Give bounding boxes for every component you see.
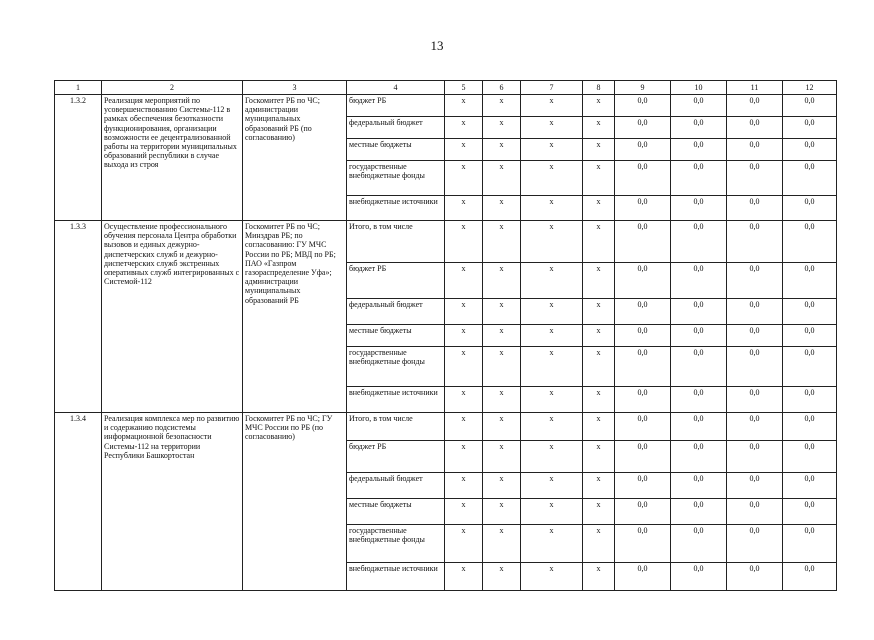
mark-cell: х	[583, 441, 615, 473]
mark-cell: х	[445, 263, 483, 299]
value-cell: 0,0	[727, 221, 783, 263]
value-cell: 0,0	[615, 325, 671, 347]
mark-cell: х	[583, 347, 615, 387]
mark-cell: х	[445, 117, 483, 139]
mark-cell: х	[521, 499, 583, 525]
header-cell: 6	[483, 81, 521, 95]
funding-source: бюджет РБ	[347, 263, 445, 299]
mark-cell: х	[521, 139, 583, 161]
value-cell: 0,0	[615, 387, 671, 413]
mark-cell: х	[445, 499, 483, 525]
item-code: 1.3.4	[55, 413, 102, 591]
header-row	[55, 81, 837, 95]
funding-source: федеральный бюджет	[347, 299, 445, 325]
funding-source: внебюджетные источники	[347, 563, 445, 591]
mark-cell: х	[483, 139, 521, 161]
value-cell: 0,0	[783, 413, 837, 441]
value-cell: 0,0	[671, 525, 727, 563]
value-cell: 0,0	[615, 299, 671, 325]
value-cell: 0,0	[671, 387, 727, 413]
value-cell: 0,0	[615, 95, 671, 117]
mark-cell: х	[521, 473, 583, 499]
mark-cell: х	[483, 263, 521, 299]
value-cell: 0,0	[783, 347, 837, 387]
item-executor: Госкомитет РБ по ЧС; ГУ МЧС России по РБ (по согласованию)	[243, 413, 347, 591]
value-cell: 0,0	[615, 161, 671, 196]
mark-cell: х	[521, 347, 583, 387]
value-cell: 0,0	[671, 413, 727, 441]
header-cell: 5	[445, 81, 483, 95]
mark-cell: х	[483, 413, 521, 441]
item-executor: Госкомитет РБ по ЧС; Минздрав РБ; по согласованию: ГУ МЧС России по РБ; МВД по РБ; ПАО «Газпром газораспределение Уфа»; администрации муниципальных образований РБ	[243, 221, 347, 413]
value-cell: 0,0	[671, 221, 727, 263]
funding-source: Итого, в том числе	[347, 221, 445, 263]
value-cell: 0,0	[615, 347, 671, 387]
value-cell: 0,0	[615, 117, 671, 139]
value-cell: 0,0	[783, 221, 837, 263]
value-cell: 0,0	[727, 563, 783, 591]
value-cell: 0,0	[615, 499, 671, 525]
mark-cell: х	[483, 95, 521, 117]
value-cell: 0,0	[783, 95, 837, 117]
mark-cell: х	[583, 387, 615, 413]
value-cell: 0,0	[727, 299, 783, 325]
value-cell: 0,0	[783, 196, 837, 221]
value-cell: 0,0	[615, 413, 671, 441]
mark-cell: х	[521, 117, 583, 139]
funding-source: местные бюджеты	[347, 325, 445, 347]
value-cell: 0,0	[615, 139, 671, 161]
value-cell: 0,0	[727, 95, 783, 117]
header-cell: 8	[583, 81, 615, 95]
value-cell: 0,0	[671, 441, 727, 473]
funding-source: внебюджетные источники	[347, 387, 445, 413]
value-cell: 0,0	[671, 196, 727, 221]
value-cell: 0,0	[671, 161, 727, 196]
value-cell: 0,0	[671, 263, 727, 299]
mark-cell: х	[483, 387, 521, 413]
page-number: 13	[430, 38, 444, 53]
value-cell: 0,0	[783, 161, 837, 196]
mark-cell: х	[521, 263, 583, 299]
mark-cell: х	[445, 196, 483, 221]
value-cell: 0,0	[727, 196, 783, 221]
mark-cell: х	[483, 299, 521, 325]
value-cell: 0,0	[727, 473, 783, 499]
value-cell: 0,0	[783, 525, 837, 563]
value-cell: 0,0	[727, 325, 783, 347]
value-cell: 0,0	[671, 347, 727, 387]
value-cell: 0,0	[671, 139, 727, 161]
value-cell: 0,0	[671, 95, 727, 117]
value-cell: 0,0	[783, 499, 837, 525]
mark-cell: х	[521, 161, 583, 196]
mark-cell: х	[483, 221, 521, 263]
mark-cell: х	[445, 563, 483, 591]
mark-cell: х	[483, 473, 521, 499]
mark-cell: х	[583, 117, 615, 139]
item-name: Реализация комплекса мер по развитию и содержанию подсистемы информационной безопасности Системы-112 на территории Республики Башкортостан	[102, 413, 243, 591]
value-cell: 0,0	[727, 387, 783, 413]
mark-cell: х	[483, 563, 521, 591]
mark-cell: х	[521, 325, 583, 347]
value-cell: 0,0	[727, 139, 783, 161]
mark-cell: х	[445, 441, 483, 473]
mark-cell: х	[445, 299, 483, 325]
value-cell: 0,0	[783, 563, 837, 591]
value-cell: 0,0	[671, 563, 727, 591]
mark-cell: х	[445, 473, 483, 499]
mark-cell: х	[583, 563, 615, 591]
header-cell: 9	[615, 81, 671, 95]
mark-cell: х	[521, 563, 583, 591]
value-cell: 0,0	[615, 221, 671, 263]
value-cell: 0,0	[615, 473, 671, 499]
item-code: 1.3.3	[55, 221, 102, 413]
header-cell: 11	[727, 81, 783, 95]
mark-cell: х	[521, 196, 583, 221]
funding-source: федеральный бюджет	[347, 473, 445, 499]
mark-cell: х	[583, 299, 615, 325]
mark-cell: х	[583, 325, 615, 347]
funding-source: федеральный бюджет	[347, 117, 445, 139]
value-cell: 0,0	[783, 325, 837, 347]
mark-cell: х	[445, 525, 483, 563]
value-cell: 0,0	[615, 441, 671, 473]
mark-cell: х	[583, 161, 615, 196]
header-cell: 7	[521, 81, 583, 95]
value-cell: 0,0	[671, 499, 727, 525]
table-row	[55, 413, 837, 441]
mark-cell: х	[521, 387, 583, 413]
mark-cell: х	[483, 117, 521, 139]
mark-cell: х	[445, 139, 483, 161]
mark-cell: х	[483, 325, 521, 347]
mark-cell: х	[583, 221, 615, 263]
value-cell: 0,0	[671, 117, 727, 139]
mark-cell: х	[583, 413, 615, 441]
header-cell: 12	[783, 81, 837, 95]
mark-cell: х	[521, 441, 583, 473]
item-executor: Госкомитет РБ по ЧС; администрации муниципальных образований РБ (по согласованию)	[243, 95, 347, 221]
funding-source: внебюджетные источники	[347, 196, 445, 221]
value-cell: 0,0	[783, 473, 837, 499]
mark-cell: х	[483, 525, 521, 563]
mark-cell: х	[445, 221, 483, 263]
value-cell: 0,0	[727, 441, 783, 473]
mark-cell: х	[583, 95, 615, 117]
value-cell: 0,0	[783, 263, 837, 299]
value-cell: 0,0	[671, 473, 727, 499]
funding-source: бюджет РБ	[347, 95, 445, 117]
mark-cell: х	[483, 196, 521, 221]
item-code: 1.3.2	[55, 95, 102, 221]
funding-source: Итого, в том числе	[347, 413, 445, 441]
mark-cell: х	[583, 139, 615, 161]
funding-source: местные бюджеты	[347, 499, 445, 525]
mark-cell: х	[445, 161, 483, 196]
mark-cell: х	[583, 525, 615, 563]
mark-cell: х	[483, 441, 521, 473]
mark-cell: х	[583, 499, 615, 525]
mark-cell: х	[521, 95, 583, 117]
value-cell: 0,0	[783, 299, 837, 325]
header-cell: 2	[102, 81, 243, 95]
funding-source: государственные внебюджетные фонды	[347, 161, 445, 196]
funding-source: государственные внебюджетные фонды	[347, 347, 445, 387]
mark-cell: х	[445, 413, 483, 441]
mark-cell: х	[521, 525, 583, 563]
mark-cell: х	[583, 196, 615, 221]
mark-cell: х	[521, 413, 583, 441]
table-row	[55, 221, 837, 263]
mark-cell: х	[483, 161, 521, 196]
value-cell: 0,0	[671, 299, 727, 325]
mark-cell: х	[521, 221, 583, 263]
value-cell: 0,0	[615, 263, 671, 299]
value-cell: 0,0	[783, 441, 837, 473]
mark-cell: х	[483, 499, 521, 525]
mark-cell: х	[583, 473, 615, 499]
value-cell: 0,0	[727, 263, 783, 299]
value-cell: 0,0	[615, 196, 671, 221]
value-cell: 0,0	[783, 139, 837, 161]
value-cell: 0,0	[727, 347, 783, 387]
value-cell: 0,0	[727, 161, 783, 196]
mark-cell: х	[445, 347, 483, 387]
mark-cell: х	[445, 325, 483, 347]
value-cell: 0,0	[615, 563, 671, 591]
header-cell: 1	[55, 81, 102, 95]
mark-cell: х	[583, 263, 615, 299]
mark-cell: х	[483, 347, 521, 387]
table-row	[55, 95, 837, 117]
header-cell: 10	[671, 81, 727, 95]
item-name: Осуществление профессионального обучения персонала Центра обработки вызовов и единых дежурно-диспетчерских служб и дежурно-диспетчерских служб экстренных оперативных служб интегрированных с Системой-112	[102, 221, 243, 413]
funding-table	[54, 80, 837, 591]
mark-cell: х	[445, 95, 483, 117]
value-cell: 0,0	[727, 413, 783, 441]
value-cell: 0,0	[615, 525, 671, 563]
item-name: Реализация мероприятий по усовершенствованию Системы-112 в рамках обеспечения безотказности функционирования, организации возможности ее децентрализованной работы на территории муниципальных образований республики в случае выхода из строя	[102, 95, 243, 221]
value-cell: 0,0	[783, 117, 837, 139]
value-cell: 0,0	[727, 499, 783, 525]
mark-cell: х	[445, 387, 483, 413]
value-cell: 0,0	[783, 387, 837, 413]
header-cell: 4	[347, 81, 445, 95]
funding-source: местные бюджеты	[347, 139, 445, 161]
value-cell: 0,0	[727, 117, 783, 139]
funding-source: бюджет РБ	[347, 441, 445, 473]
value-cell: 0,0	[671, 325, 727, 347]
mark-cell: х	[521, 299, 583, 325]
funding-source: государственные внебюджетные фонды	[347, 525, 445, 563]
header-cell: 3	[243, 81, 347, 95]
value-cell: 0,0	[727, 525, 783, 563]
